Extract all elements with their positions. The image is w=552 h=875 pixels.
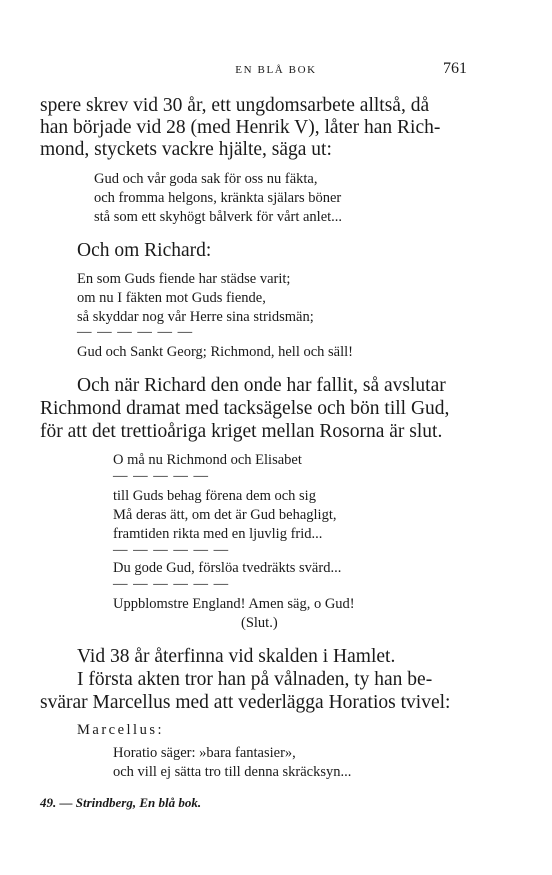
verse-end-marker: (Slut.) [241,615,278,631]
paragraph-line: för att det trettioåriga kriget mellan Rosorna är slut. [40,421,443,442]
paragraph-line: mond, styckets vackre hjälte, säga ut: [40,139,332,160]
ellipsis-dashes: — — — — — — [113,542,230,558]
verse-line: och fromma helgons, kränkta själars böner [94,190,342,206]
verse-line: Gud och vår goda sak för oss nu fäkta, [94,171,318,187]
verse-line: till Guds behag förena dem och sig [113,488,316,504]
verse-line: Du gode Gud, förslöa tvedräkts svärd... [113,560,342,576]
verse-line: Horatio säger: »bara fantasier», [113,745,296,761]
ellipsis-dashes: — — — — — — [113,576,230,592]
verse-line: och vill ej sätta tro till denna skräcksyn... [113,764,352,780]
page-number: 761 [443,60,467,77]
paragraph-line: Richmond dramat med tacksägelse och bön till Gud, [40,398,450,419]
paragraph-line: Och när Richard den onde har fallit, så avslutar [77,375,446,396]
verse-line: Må deras ätt, om det är Gud behagligt, [113,507,337,523]
running-title: EN BLÅ BOK [235,64,317,76]
verse-line: En som Guds fiende har städse varit; [77,271,291,287]
paragraph-line: svärar Marcellus med att vederlägga Horatios tvivel: [40,692,451,713]
verse-line: O må nu Richmond och Elisabet [113,452,302,468]
verse-line: stå som ett skyhögt bålverk för vårt anlet... [94,209,343,225]
verse-line: Gud och Sankt Georg; Richmond, hell och säll! [77,344,353,360]
paragraph-line: Vid 38 år återfinna vid skalden i Hamlet. [77,646,396,667]
ellipsis-dashes: — — — — — — [77,324,194,340]
section-heading: Och om Richard: [77,240,212,261]
verse-line: om nu I fäkten mot Guds fiende, [77,290,266,306]
verse-line: framtiden rikta med en ljuvlig frid... [113,526,323,542]
paragraph-line: han började vid 28 (med Henrik V), låter han Rich- [40,117,441,138]
verse-line: Uppblomstre England! Amen säg, o Gud! [113,596,355,612]
signature-footer: 49. — Strindberg, En blå bok. [40,795,202,810]
paragraph-line: I första akten tror han på vålnaden, ty han be- [77,669,433,690]
speaker-label: Marcellus: [77,722,165,738]
paragraph-line: spere skrev vid 30 år, ett ungdomsarbete alltså, då [40,95,430,116]
verse-line: så skyddar nog vår Herre sina stridsmän; [77,309,314,325]
ellipsis-dashes: — — — — — [113,468,209,484]
